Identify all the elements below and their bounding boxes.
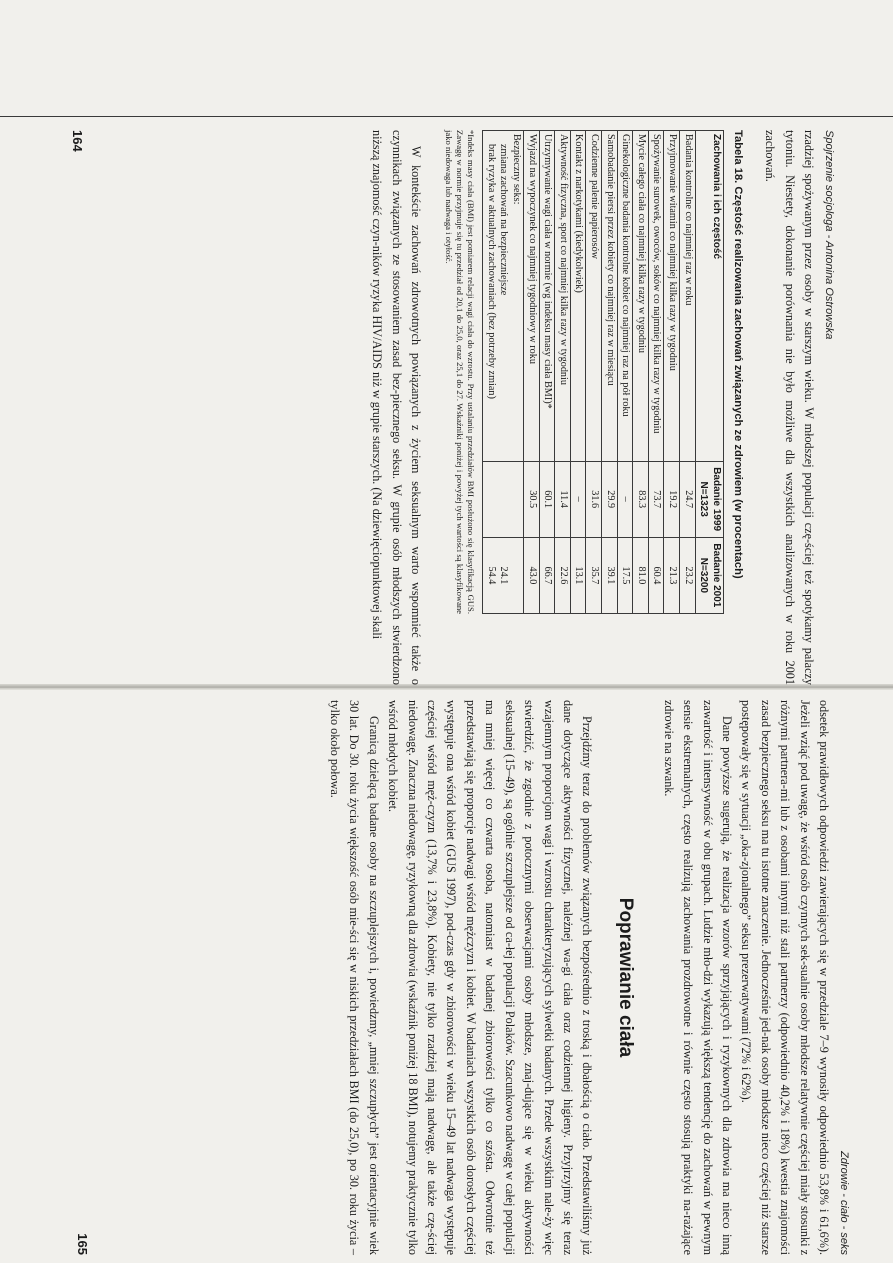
- value-2001: 35.7: [586, 537, 602, 613]
- value-1999: 30.5: [524, 461, 540, 537]
- table-row: [586, 131, 602, 614]
- row-label: Codzienne palenie papierosów: [586, 131, 602, 462]
- table-row: [680, 131, 696, 614]
- paragraph-4: Granicą dzielącą badane osoby na szczuplejszych i, powiedzmy, „mniej szczupłych” jest orientacyjnie wiek 30 lat. Do 30. roku życia większość osób mie-ści się w niskich przedziałach BMI (do 25,0), po 30. roku życia – tylko około połowa.: [328, 700, 381, 1255]
- paragraph-1: odsetek prawidłowych odpowiedzi zawierających się w przedziale 7–9 wynosiły odpowiednio 53,8% i 61,6%). Jeżeli wziąć pod uwagę, że wśród osób czynnych sek-sualnie osoby młodsze relatywnie częściej miały stosunki z różnymi partnera-mi lub z osobami innymi niż stali partnerzy (odpowiednio 40,2% i 18%) kwestia znajomości zasad bezpiecznego seksu ma tu istotne znaczenie. Jednocześnie jed-nak osoby młodsze nieco częściej niż starsze postępowały się w sytuacji „oka-zjonalnego” seksu prezerwatywami (72% i 62%).: [739, 700, 831, 1255]
- value-1999: 11.4: [555, 461, 571, 537]
- table-footnote: *Indeks masy ciała (BMI) jest pomiarem relacji wagi ciała do wzrostu. Przy ustalaniu przedziałów BMI posłużono się klasyfikacją GUS. Zawagę w normie przyjmuje się tu przedział od 20,1 do 25,0, oraz 25,1 do 27. Wskaźniki poniżej i powyżej tych wartości są klasyfikowane jako niedowaga lub nadwaga i otyłość.: [444, 130, 477, 614]
- table-title: Tabela 18. Częstość realizowania zachowań związanych ze zdrowiem (w procentach): [731, 130, 744, 579]
- table-row: [602, 131, 618, 614]
- safe-sex-change-label: zmiana zachowań na bezpieczniejsze: [498, 144, 510, 296]
- value-2001-no-risk: 54.4: [485, 566, 497, 585]
- table-row: [524, 131, 540, 614]
- value-2001: 43.0: [524, 537, 540, 613]
- value-2001: 23.2: [680, 537, 696, 613]
- value-1999: 24.7: [680, 461, 696, 537]
- row-label: Wyjazd na wypoczynek co najmniej tygodniowy w roku: [524, 131, 540, 462]
- table-row: [633, 131, 649, 614]
- value-1999: 29.9: [602, 461, 618, 537]
- value-1999: 73.7: [648, 461, 664, 537]
- value-1999: 31.6: [586, 461, 602, 537]
- closing-paragraph: W kontekście zachowań zdrowotnych powiązanych z życiem seksualnym warto wspomnieć także o czynnikach związanych ze stosowaniem zasad bez-piecznego seksu. W grupie osób młodszych stwierdzono niższą znajomość czyn-ników ryzyka HIV/AIDS niż w grupie starszych. (Na dziewięciopunktowej skali: [370, 130, 424, 685]
- page-number-left: 164: [70, 130, 85, 152]
- paragraph-3: Przejdźmy teraz do problemów związanych bezpośrednio z troską i dbałością o ciało. Przedstawiliśmy już dane dotyczące aktywności fizycznej, należnej wa-gi ciała oraz codziennej higieny. Przyjrzyjmy się teraz wzajemnym proporcjom wagi i wzrostu charakteryzujących sylwetki badanych. Przede wszystkim nale-ży więc stwierdzić, że zgodnie z potocznymi obserwacjami osoby młodsze, znaj-dujące się w wieku aktywności seksualnej (15–49), są ogólnie szczuplejsze od ca-łej populacji Polaków. Szacunkowo nadwagę w całej populacji ma mniej więcej co czwarta osoba, natomiast w badanej zbiorowości tylko co szósta. Odwrotnie też przedstawiają się proporcje nadwagi wśród mężczyzn i kobiet. W badaniach wszystkich osób dorosłych częściej występuje ona wśród kobiet (GUS 1997), pod-czas gdy w zbiorowości w wieku 15–49 lat nadwaga występuje częściej wśród męż-czyzn (13,7% i 23,8%). Kobiety, nie tylko rzadziej mają nadwagę, ale także czę-ściej niedowagę. Znaczna niedowagę, ryzykowną dla zdrowia (wskaźnik poniżej 18 BMI), notujemy praktycznie tylko wśród młodych kobiet.: [386, 700, 595, 1255]
- value-1999: 19.2: [664, 461, 680, 537]
- row-label: Ginekologiczne badania kontrolne kobiet co najmniej raz na pół roku: [617, 131, 633, 462]
- row-label: Samobadanie piersi przez kobiety co najmniej raz w miesiącu: [602, 131, 618, 462]
- value-1999: [483, 461, 524, 537]
- health-behaviors-table: [482, 130, 724, 614]
- value-2001-safe-sex: [483, 537, 524, 613]
- value-1999: –: [617, 461, 633, 537]
- table-row: [539, 131, 555, 614]
- value-1999: –: [570, 461, 586, 537]
- page-164: [70, 130, 840, 685]
- running-head-left: Spojrzenie socjologa - Antonina Ostrowska: [823, 130, 835, 340]
- section-title: Poprawianie ciała: [615, 897, 637, 1058]
- page-165: [75, 700, 855, 1255]
- table-row: [617, 131, 633, 614]
- value-2001: 21.3: [664, 537, 680, 613]
- table-row: [664, 131, 680, 614]
- value-1999: 83.3: [633, 461, 649, 537]
- value-2001: 13.1: [570, 537, 586, 613]
- value-1999: 60.1: [539, 461, 555, 537]
- value-2001-change: 24.1: [498, 566, 510, 585]
- table-row-safe-sex: [483, 131, 524, 614]
- table-row: [648, 131, 664, 614]
- value-2001: 60.4: [648, 537, 664, 613]
- row-label: Utrzymywanie wagi ciała w normie (wg indeksu masy ciała BMI)*: [539, 131, 555, 462]
- table-row: [555, 131, 571, 614]
- col-header-2001: Badanie 2001 N=3200: [695, 537, 723, 613]
- running-head-right: Zdrowie - ciało - seks: [838, 1151, 850, 1255]
- row-label: Aktywność fizyczna, sport co najmniej kilka razy w tygodniu: [555, 131, 571, 462]
- page-number-right: 165: [75, 1233, 90, 1255]
- value-2001: 22.6: [555, 537, 571, 613]
- table-row: [570, 131, 586, 614]
- row-label: Przyjmowanie witamin co najmniej kilka razy w tygodniu: [664, 131, 680, 462]
- row-label: Mycie całego ciała co najmniej kilka razy w tygodniu: [633, 131, 649, 462]
- value-2001: 39.1: [602, 537, 618, 613]
- row-label: Spożywanie surowek, owoców, soków co najmniej kilka razy w tygodniu: [648, 131, 664, 462]
- paragraph-2: Dane powyższe sugerują, że realizacja wzorów sprzyjających i ryzykownych dla zdrowia ma nieco inną zawartość i intensywność w obu grupach. Ludzie mło-dzi wykazują większą tendencję do zachowań w pewnym sensie ekstremalnych, często realizują zachowania prozdrowotne i równie często stosują praktyki na-rażające zdrowie na szwank.: [661, 700, 734, 1255]
- col-header-1999: Badanie 1999 N=1323: [695, 461, 723, 537]
- intro-paragraph: rzadziej spożywanym przez osoby w starszym wieku. W młodszej populacji czę-ściej też spotykamy palaczy tytoniu. Niestety, dokonanie porównania nie było możliwe dla wszystkich analizowanych w roku 2001 zachowań.: [763, 130, 816, 685]
- row-label-safe-sex: [483, 131, 524, 462]
- col-header-behavior: Zachowania i ich częstość: [695, 131, 723, 462]
- safe-sex-label: Bezpieczny seks:: [511, 134, 523, 205]
- safe-sex-no-risk-label: brak ryzyka w aktualnych zachowaniach (bez potrzeby zmian): [485, 144, 497, 399]
- scan-top-rule: [0, 116, 893, 117]
- value-2001: 17.5: [617, 537, 633, 613]
- value-2001: 81.0: [633, 537, 649, 613]
- value-2001: 66.7: [539, 537, 555, 613]
- row-label: Kontakt z narkotykami (kiedykolwiek): [570, 131, 586, 462]
- row-label: Badania kontrolne co najmniej raz w roku: [680, 131, 696, 462]
